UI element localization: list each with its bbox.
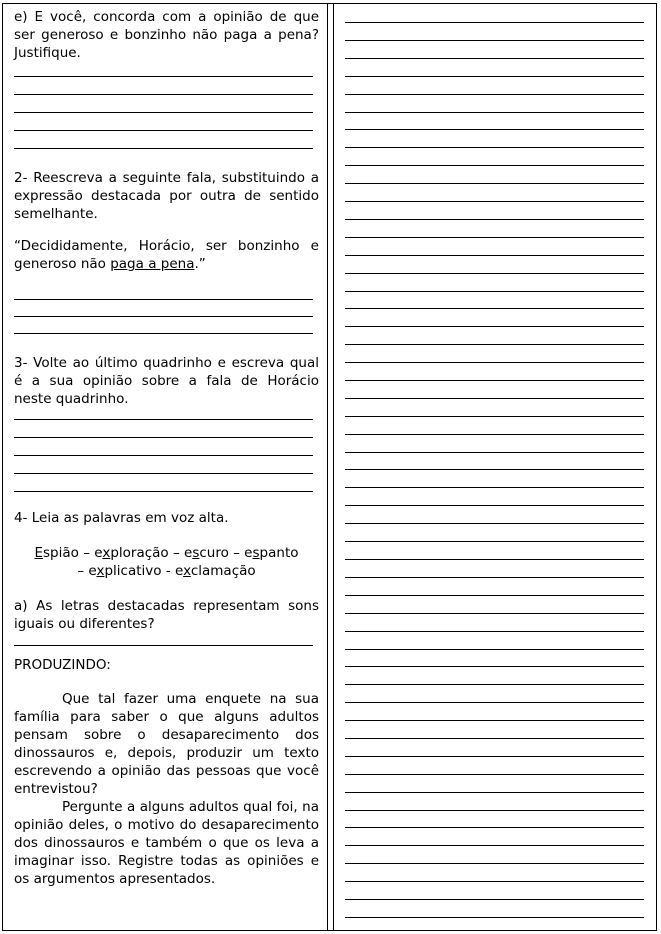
answer-line[interactable] — [14, 491, 313, 492]
writing-line[interactable] — [345, 649, 644, 650]
writing-line[interactable] — [345, 344, 644, 345]
writing-line[interactable] — [345, 76, 644, 77]
writing-line[interactable] — [345, 255, 644, 256]
question-2: 2- Reescreva a seguinte fala, substituindo a expressão destacada por outra de sentido semelhante. — [14, 170, 319, 222]
writing-line[interactable] — [345, 523, 644, 524]
writing-line[interactable] — [345, 201, 644, 202]
writing-line[interactable] — [345, 147, 644, 148]
writing-line[interactable] — [345, 631, 644, 632]
writing-line[interactable] — [345, 792, 644, 793]
answer-line[interactable] — [14, 455, 313, 456]
answer-line[interactable] — [14, 437, 313, 438]
writing-line[interactable] — [345, 326, 644, 327]
writing-line[interactable] — [345, 308, 644, 309]
writing-line[interactable] — [345, 58, 644, 59]
writing-line[interactable] — [345, 738, 644, 739]
writing-line[interactable] — [345, 613, 644, 614]
question-3: 3- Volte ao último quadrinho e escreva qual é a sua opinião sobre a fala de Horácio neste quadrinho. — [14, 355, 319, 407]
writing-line[interactable] — [345, 810, 644, 811]
writing-line[interactable] — [345, 40, 644, 41]
answer-line[interactable] — [14, 76, 313, 77]
question-4a: a) As letras destacadas representam sons iguais ou diferentes? — [14, 598, 319, 632]
writing-line[interactable] — [345, 94, 644, 95]
producing-title: PRODUZINDO: — [14, 657, 111, 673]
writing-line[interactable] — [345, 362, 644, 363]
writing-line[interactable] — [345, 469, 644, 470]
answer-line[interactable] — [14, 94, 313, 95]
writing-line[interactable] — [345, 720, 644, 721]
writing-line[interactable] — [345, 756, 644, 757]
writing-line[interactable] — [345, 845, 644, 846]
answer-line[interactable] — [14, 316, 313, 317]
writing-line[interactable] — [345, 219, 644, 220]
column-divider-left — [327, 3, 328, 931]
producing-paragraph-1: Que tal fazer uma enquete na sua família para saber o que alguns adultos pensam sobre o desaparecimento dos dinossauros e, depois, produzir um texto escrevendo a opinião das pessoas que você entrevistou? — [14, 691, 319, 797]
writing-line[interactable] — [345, 505, 644, 506]
question-4: 4- Leia as palavras em voz alta. — [14, 510, 229, 526]
writing-line[interactable] — [345, 917, 644, 918]
writing-line[interactable] — [345, 595, 644, 596]
answer-line[interactable] — [14, 419, 313, 420]
word-list-line-2: – explicativo - exclamação — [77, 563, 256, 579]
writing-line[interactable] — [345, 273, 644, 274]
column-divider-right — [333, 3, 334, 931]
word-list-line-1: Espião – exploração – escuro – espanto — [34, 545, 299, 561]
answer-line[interactable] — [14, 112, 313, 113]
writing-line[interactable] — [345, 165, 644, 166]
answer-line[interactable] — [14, 333, 313, 334]
answer-line[interactable] — [14, 130, 313, 131]
writing-line[interactable] — [345, 22, 644, 23]
writing-line[interactable] — [345, 112, 644, 113]
writing-line[interactable] — [345, 487, 644, 488]
question-e: e) E você, concorda com a opinião de que ser generoso e bonzinho não paga a pena? Justifique. — [14, 9, 319, 61]
writing-line[interactable] — [345, 881, 644, 882]
writing-line[interactable] — [345, 684, 644, 685]
answer-line[interactable] — [14, 148, 313, 149]
answer-line[interactable] — [14, 645, 313, 646]
writing-line[interactable] — [345, 559, 644, 560]
answer-line[interactable] — [14, 473, 313, 474]
writing-line[interactable] — [345, 129, 644, 130]
writing-line[interactable] — [345, 541, 644, 542]
writing-line[interactable] — [345, 774, 644, 775]
writing-line[interactable] — [345, 863, 644, 864]
writing-line[interactable] — [345, 577, 644, 578]
left-column — [14, 8, 319, 888]
writing-line[interactable] — [345, 380, 644, 381]
writing-line[interactable] — [345, 183, 644, 184]
writing-line[interactable] — [345, 452, 644, 453]
writing-line[interactable] — [345, 416, 644, 417]
answer-line[interactable] — [14, 299, 313, 300]
writing-line[interactable] — [345, 398, 644, 399]
writing-line[interactable] — [345, 899, 644, 900]
producing-paragraph-2: Pergunte a alguns adultos qual foi, na opinião deles, o motivo do desaparecimento dos dinossauros e também o que os leva a imaginar isso. Registre todas as opiniões e os argumentos apresentados. — [14, 799, 319, 887]
highlighted-expression: paga a pena — [110, 256, 195, 272]
writing-line[interactable] — [345, 666, 644, 667]
writing-line[interactable] — [345, 702, 644, 703]
quote: “Decididamente, Horácio, ser bonzinho e generoso não paga a pena.” — [14, 238, 319, 272]
writing-line[interactable] — [345, 291, 644, 292]
writing-line[interactable] — [345, 827, 644, 828]
writing-line[interactable] — [345, 237, 644, 238]
writing-line[interactable] — [345, 434, 644, 435]
